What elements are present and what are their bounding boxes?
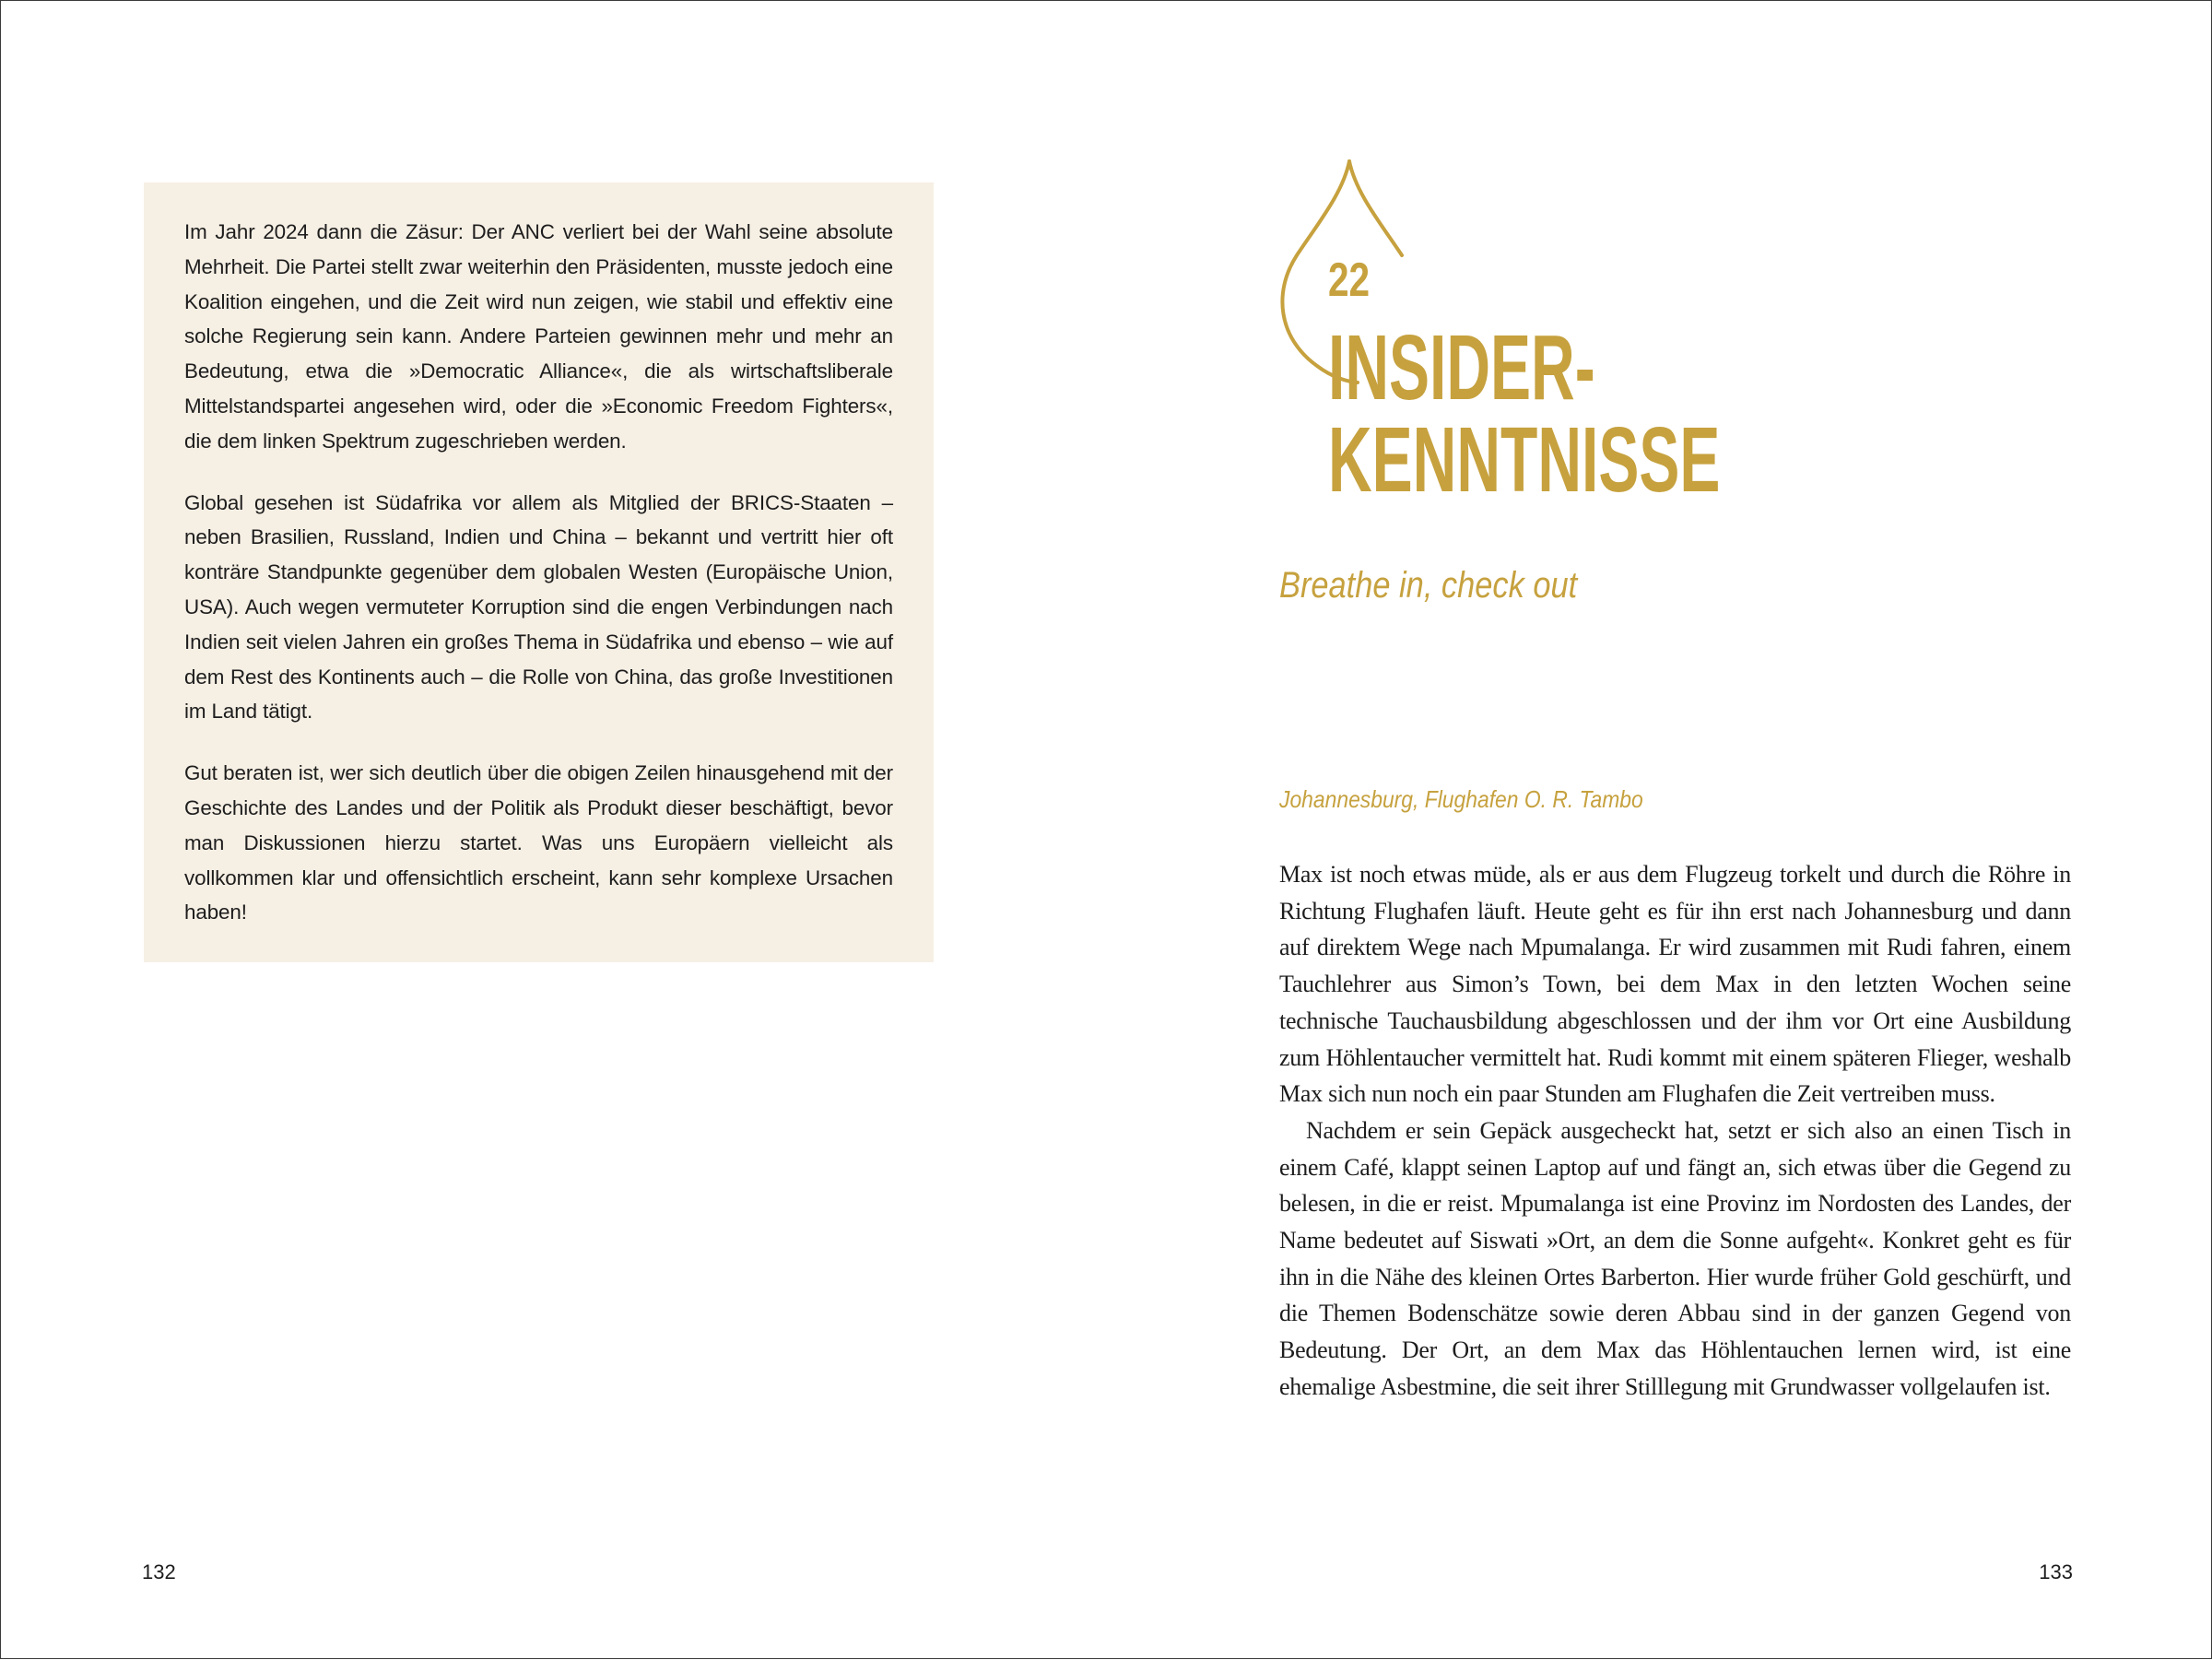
chapter-number: 22 <box>1328 253 1371 307</box>
info-box <box>144 182 934 962</box>
right-page <box>1107 1 2212 1660</box>
chapter-title-line-1: INSIDER- <box>1328 316 1595 419</box>
chapter-title <box>1328 316 1721 512</box>
story-paragraph-1: Max ist noch etwas müde, als er aus dem Flugzeug torkelt und durch die Röhre in Richtung Flughafen läuft. Heute geht es für ihn erst nach Johannesburg und dann auf direktem Wege nach Mpumalanga. Er wird zusammen mit Rudi fahren, einem Tauchlehrer aus Simon’s Town, bei dem Max in den letzten Wochen seine technische Tauchausbildung abgeschlossen und der ihm vor Ort eine Ausbildung zum Höhlentaucher vermittelt hat. Rudi kommt mit einem späteren Flieger, weshalb Max sich nun noch ein paar Stunden am Flughafen die Zeit vertreiben muss. <box>1279 861 2071 1108</box>
info-paragraph-1: Im Jahr 2024 dann die Zäsur: Der ANC verliert bei der Wahl seine absolute Mehrheit. Die Partei stellt zwar weiterhin den Präsidenten, musste jedoch eine Koalition eingehen, und die Zeit wird nun zeigen, wie stabil und effektiv eine solche Regierung sein kann. Andere Parteien gewinnen mehr und mehr an Bedeutung, etwa die »Democratic Alliance«, die als wirtschaftsliberale Mittelstandspartei angesehen wird, oder die »Economic Freedom Fighters«, die dem linken Spektrum zugeschrieben werden. <box>184 220 893 453</box>
info-paragraph-2: Global gesehen ist Südafrika vor allem als Mitglied der BRICS-Staaten – neben Brasilien, Russland, Indien und China – bekannt und vertritt hier oft konträre Standpunkte gegenüber dem globalen Westen (Europäische Union, USA). Auch wegen vermuteter Korruption sind die engen Verbindungen nach Indien seit vielen Jahren ein großes Thema in Südafrika und ebenso – wie auf dem Rest des Kontinents auch – die Rolle von China, das große Investitionen im Land tätigt. <box>184 490 893 724</box>
location-heading: Johannesburg, Flughafen O. R. Tambo <box>1279 785 1643 813</box>
page-number-right: 133 <box>2039 1560 2073 1583</box>
left-page <box>1 1 1107 1660</box>
info-paragraph-3: Gut beraten ist, wer sich deutlich über die obigen Zeilen hinausgehend mit der Geschichte des Landes und der Politik als Produkt dieser beschäftigt, bevor man Diskussionen hierzu startet. Was uns Europäern vielleicht als vollkommen klar und offensichtlich erscheint, kann sehr komplexe Ursachen haben! <box>184 761 893 924</box>
chapter-title-line-2: KENNTNISSE <box>1328 408 1721 512</box>
chapter-subtitle: Breathe in, check out <box>1279 565 1578 606</box>
story-paragraph-2: Nachdem er sein Gepäck ausgecheckt hat, setzt er sich also an einen Tisch in einem Café, klappt seinen Laptop auf und fängt an, sich etwas über die Gegend zu belesen, in die er reist. Mpumalanga ist eine Provinz im Nordosten des Landes, der Name bedeutet auf Siswati »Ort, an dem die Sonne aufgeht«. Konkret geht es für ihn in die Nähe des kleinen Ortes Barberton. Hier wurde früher Gold geschürft, und die Themen Bodenschätze sowie deren Abbau sind in der ganzen Gegend von Bedeutung. Der Ort, an dem Max das Höhlentauchen lernen wird, ist eine ehemalige Asbestmine, die seit ihrer Stilllegung mit Grundwasser vollgelaufen ist. <box>1279 1116 2071 1400</box>
page-number-left: 132 <box>142 1560 176 1583</box>
story-text <box>1279 856 2071 1406</box>
